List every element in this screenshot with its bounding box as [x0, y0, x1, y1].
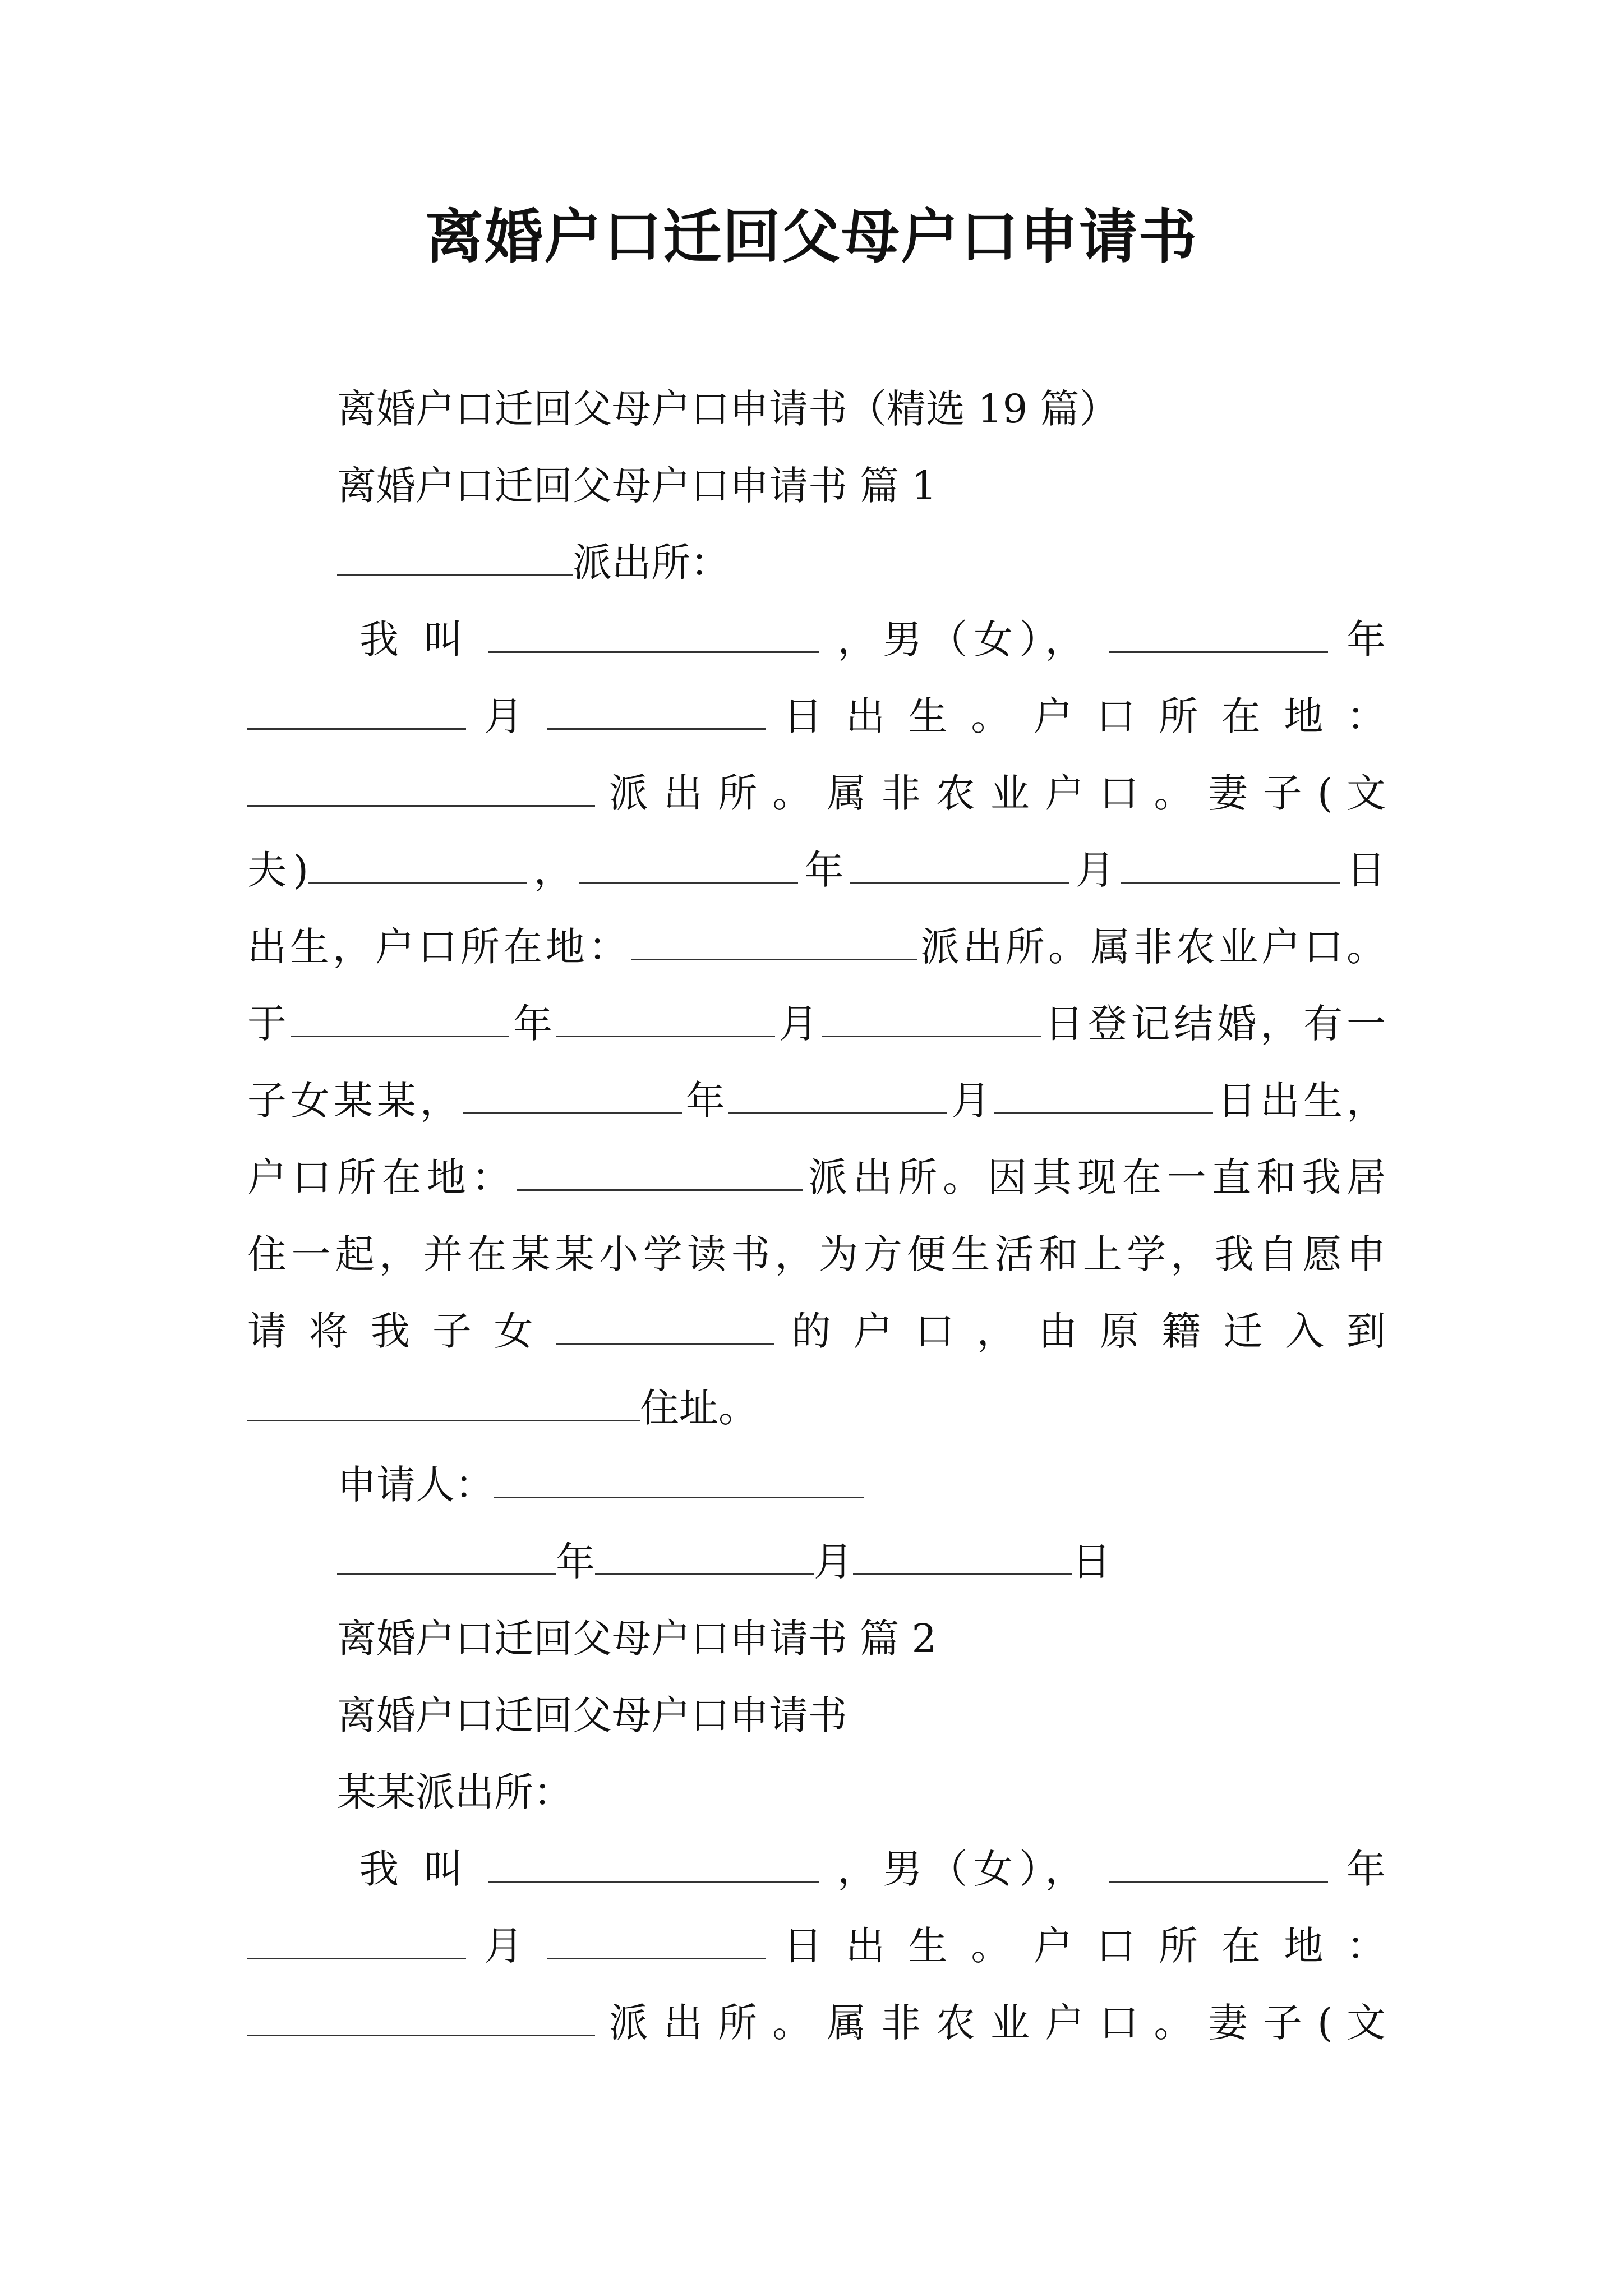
text-segment: 年 — [798, 847, 851, 893]
blank-field — [556, 1307, 774, 1345]
paragraph-line — [247, 832, 1386, 909]
text-segment: 日 出 生 。 户 口 所 在 地 ： — [783, 1923, 1386, 1969]
text-segment: 年 — [1346, 1846, 1386, 1892]
blank-field — [337, 1538, 556, 1575]
text-segment: 出生，户口所在地： — [247, 924, 631, 970]
text-segment: 子女某某， — [247, 1078, 463, 1124]
section-2-heading: 离婚户口迁回父母户口申请书 篇 2 — [337, 1616, 937, 1662]
blank-field — [247, 1384, 640, 1421]
blank-field — [291, 1000, 509, 1037]
blank-field — [1109, 615, 1328, 653]
text-segment: 月 — [483, 693, 529, 739]
applicant-label: 申请人： — [337, 1462, 494, 1508]
text-segment: 夫) — [247, 847, 308, 893]
document-body — [247, 371, 1386, 2062]
blank-field — [337, 539, 573, 576]
text-segment: 派出所。因其现在一直和我居 — [803, 1154, 1386, 1200]
blank-field — [247, 769, 595, 807]
text-segment: 我 叫 — [359, 1846, 469, 1892]
text-segment: 的 户 口 ， 由 原 籍 迁 入 到 — [791, 1308, 1386, 1354]
paragraph-line — [247, 678, 1386, 755]
text-segment: 日登记结婚，有一 — [1040, 1001, 1386, 1047]
text-segment: 请 将 我 子 女 — [247, 1308, 538, 1354]
text-segment: ，男（女）， — [837, 1846, 1091, 1892]
blank-field — [1121, 846, 1340, 884]
text-segment: ， — [527, 847, 580, 893]
blank-field — [247, 1922, 466, 1959]
police-station-label: 派出所： — [573, 540, 730, 586]
text-segment: 月 — [483, 1923, 529, 1969]
text-segment: 月 — [814, 1539, 853, 1585]
section-1-heading: 离婚户口迁回父母户口申请书 篇 1 — [337, 463, 937, 509]
document-title: 离婚户口迁回父母户口申请书 — [425, 202, 1198, 271]
paragraph-line: 住一起，并在某某小学读书，为方便生活和上学，我自愿申 — [247, 1231, 1386, 1277]
text-segment: 日出生， — [1213, 1078, 1386, 1124]
text-segment: 于 — [247, 1001, 291, 1047]
blank-field — [547, 692, 766, 730]
text-segment: 年 — [556, 1539, 595, 1585]
paragraph-line — [247, 909, 1386, 986]
text-segment: 日 出 生 。 户 口 所 在 地 ： — [783, 693, 1386, 739]
blank-field — [463, 1076, 682, 1114]
blank-field — [247, 1999, 595, 2036]
paragraph-line — [247, 986, 1386, 1062]
blank-field — [850, 846, 1069, 884]
blank-field — [556, 1000, 775, 1037]
paragraph-line — [247, 1831, 1386, 1908]
paragraph-line — [247, 601, 1386, 678]
text-segment: 日 — [1340, 847, 1386, 893]
blank-field — [631, 923, 917, 960]
blank-field — [579, 846, 798, 884]
text-segment: 月 — [947, 1078, 995, 1124]
paragraph-line — [247, 1293, 1386, 1370]
subtitle: 离婚户口迁回父母户口申请书（精选 19 篇） — [337, 386, 1119, 432]
section-2-subheading: 离婚户口迁回父母户口申请书 — [337, 1692, 847, 1738]
signature-blank — [494, 1461, 864, 1498]
paragraph-line — [247, 1908, 1386, 1985]
text-segment: 户口所在地： — [247, 1154, 517, 1200]
text-segment: 日 — [1072, 1539, 1111, 1585]
text-segment: 我 叫 — [359, 616, 469, 662]
blank-field — [1109, 1845, 1328, 1883]
text-segment: 月 — [1069, 847, 1122, 893]
blank-field — [853, 1538, 1072, 1575]
blank-field — [517, 1153, 803, 1191]
blank-field — [994, 1076, 1213, 1114]
paragraph-line — [247, 1985, 1386, 2062]
section-1-police-line — [247, 524, 1386, 601]
paragraph-line — [247, 1062, 1386, 1139]
applicant-line — [247, 1447, 1386, 1524]
paragraph-line — [247, 755, 1386, 832]
text-segment: 年 — [681, 1078, 729, 1124]
text-segment: 派 出 所 。 属 非 农 业 户 口 。 妻 子 ( 文 — [608, 2000, 1386, 2046]
paragraph-line — [247, 1139, 1386, 1216]
text-segment: 派出所。属非农业户口。 — [917, 924, 1386, 970]
text-segment: 月 — [774, 1001, 822, 1047]
date-line — [247, 1524, 1386, 1600]
blank-field — [308, 846, 527, 884]
blank-field — [488, 615, 819, 653]
blank-field — [547, 1922, 766, 1959]
blank-field — [728, 1076, 947, 1114]
text-segment: ，男（女）， — [837, 616, 1091, 662]
text-segment: 年 — [509, 1001, 556, 1047]
text-segment: 派 出 所 。 属 非 农 业 户 口 。 妻 子 ( 文 — [608, 770, 1386, 816]
blank-field — [247, 692, 466, 730]
paragraph-line — [247, 1370, 1386, 1447]
text-segment: 年 — [1346, 616, 1386, 662]
blank-field — [595, 1538, 814, 1575]
blank-field — [822, 1000, 1041, 1037]
blank-field — [488, 1845, 819, 1883]
section-2-police-line: 某某派出所： — [337, 1769, 573, 1815]
text-segment: 住址。 — [640, 1385, 758, 1431]
